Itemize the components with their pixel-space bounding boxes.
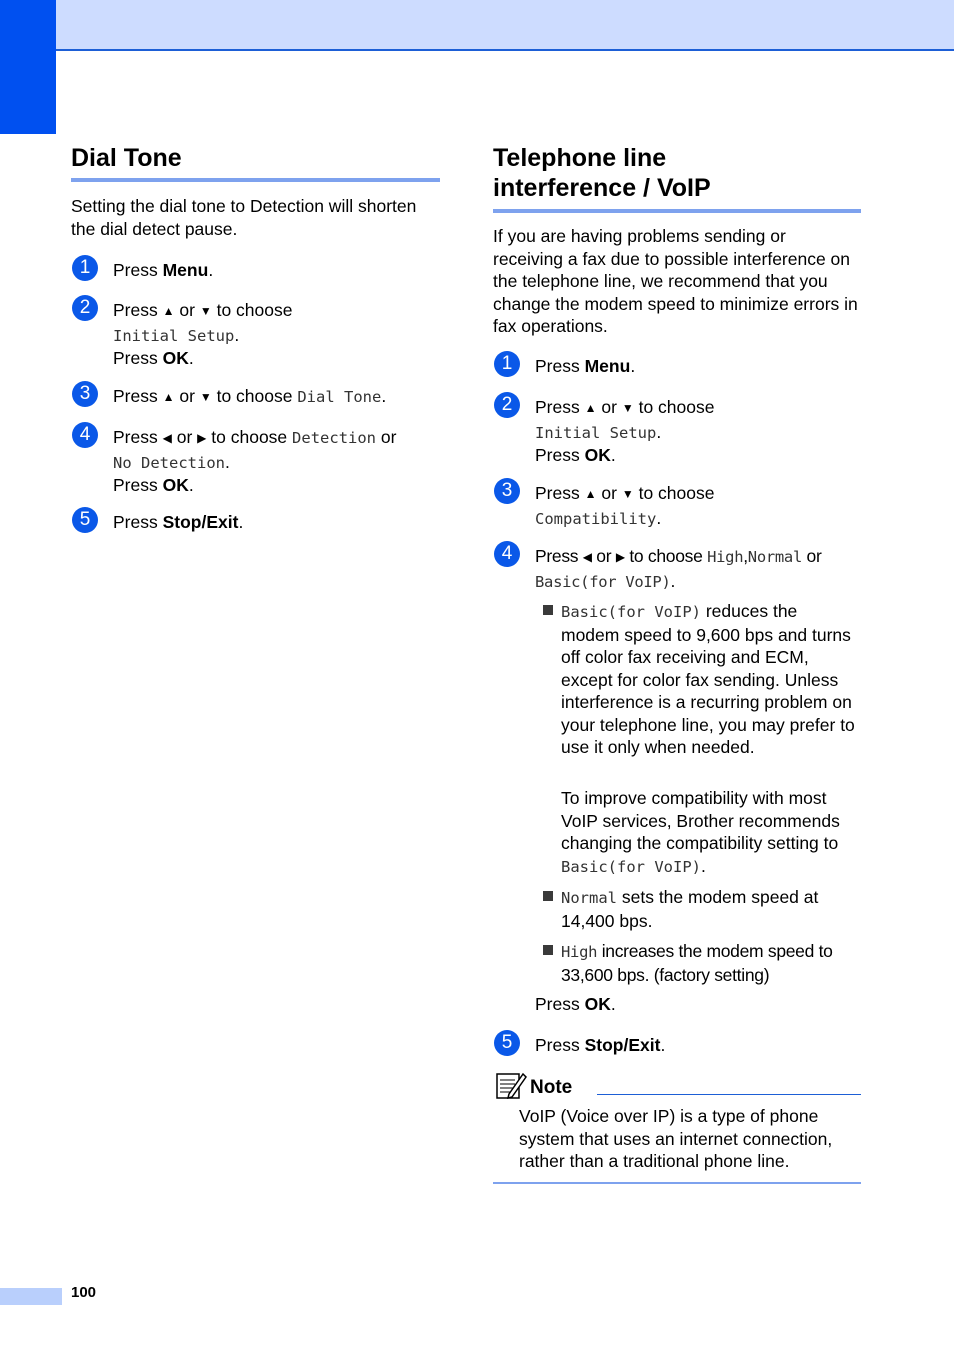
header-bar [56,0,954,51]
bullet-square-icon [543,891,553,901]
step-number-2: 2 [494,392,520,418]
ok-key: OK [162,475,189,495]
down-arrow-icon: ▼ [199,390,212,404]
step-number-5: 5 [72,507,98,533]
left-step-4: Press ◀ or ▶ to choose Detection or No Detection. Press OK. [113,427,397,495]
right-column [493,143,861,213]
left-step-3: Press ▲ or ▼ to choose Dial Tone. [113,385,453,410]
note-text: VoIP (Voice over IP) is a type of phone system that uses an internet connection, rather than a traditional phone line. [519,1106,833,1171]
step-number-4: 4 [494,541,520,567]
left-arrow-icon: ◀ [582,550,592,564]
up-arrow-icon: ▲ [584,487,597,501]
left-arrow-icon: ◀ [162,431,172,445]
left-intro: Setting the dial tone to Detection will shorten the dial detect pause. [71,196,417,239]
left-step-1: Press Menu. [113,260,214,280]
left-step-5: Press Stop/Exit. [113,512,244,532]
step-number-1: 1 [494,351,520,377]
step-number-5: 5 [494,1030,520,1056]
right-step-2: Press ▲ or ▼ to choose Initial Setup. Press OK. [535,397,715,465]
note-pencil-icon [495,1070,527,1102]
right-arrow-icon: ▶ [615,550,625,564]
press-ok: Press OK. [535,994,616,1014]
bullet-square-icon [543,945,553,955]
step-number-2: 2 [72,295,98,321]
ok-key: OK [584,994,611,1014]
down-arrow-icon: ▼ [199,304,212,318]
stop-exit-key: Stop/Exit [162,512,239,532]
section-title-dial-tone: Dial Tone [71,144,182,172]
right-arrow-icon: ▶ [197,431,207,445]
step-number-3: 3 [72,381,98,407]
menu-value: Initial Setup [113,326,235,345]
section-title-telephone-line: Telephone line [493,144,667,172]
title-rule [493,209,861,213]
left-step-2: Press ▲ or ▼ to choose Initial Setup. Press OK. [113,300,293,368]
step-number-3: 3 [494,478,520,504]
up-arrow-icon: ▲ [162,390,175,404]
section-title-voip: interference / VoIP [493,174,711,202]
bullet-basic-voip-note: To improve compatibility with most VoIP services, Brother recommends changing the compatibility setting to Basic(for VoIP). [561,788,840,876]
left-column [71,143,440,182]
step-number-1: 1 [72,255,98,281]
chapter-tab [0,0,56,134]
down-arrow-icon: ▼ [621,487,634,501]
right-step-1: Press Menu. [535,356,636,376]
note-bottom-rule [493,1182,861,1184]
page-number: 100 [71,1284,97,1301]
bullet-high: High increases the modem speed to 33,600 bps. (factory setting) [561,941,833,985]
bullet-square-icon [543,605,553,615]
down-arrow-icon: ▼ [621,401,634,415]
bullet-normal: Normal sets the modem speed at 14,400 bps. [561,887,819,931]
footer-bar [0,1288,62,1305]
bullet-basic-voip: Basic(for VoIP) reduces the modem speed to 9,600 bps and turns off color fax receiving and ECM, except for color fax sending. Unless interference is a recurring problem on your telephone line, you may prefer to use it only when needed. [561,601,855,757]
up-arrow-icon: ▲ [584,401,597,415]
right-step-3: Press ▲ or ▼ to choose Compatibility. [535,483,715,528]
title-rule [71,178,440,182]
menu-key: Menu [584,356,631,376]
note-top-rule [597,1094,861,1095]
step-number-4: 4 [72,422,98,448]
ok-key: OK [584,445,611,465]
up-arrow-icon: ▲ [162,304,175,318]
note-title: Note [530,1077,573,1098]
menu-key: Menu [162,260,209,280]
right-step-5: Press Stop/Exit. [535,1035,666,1055]
stop-exit-key: Stop/Exit [584,1035,661,1055]
right-intro: If you are having problems sending or receiving a fax due to possible interference on the telephone line, we recommend that you change the modem speed to minimize errors in fax operations. [493,226,858,336]
ok-key: OK [162,348,189,368]
right-step-4: Press ◀ or ▶ to choose High,Normal or Basic(for VoIP). [535,546,822,591]
